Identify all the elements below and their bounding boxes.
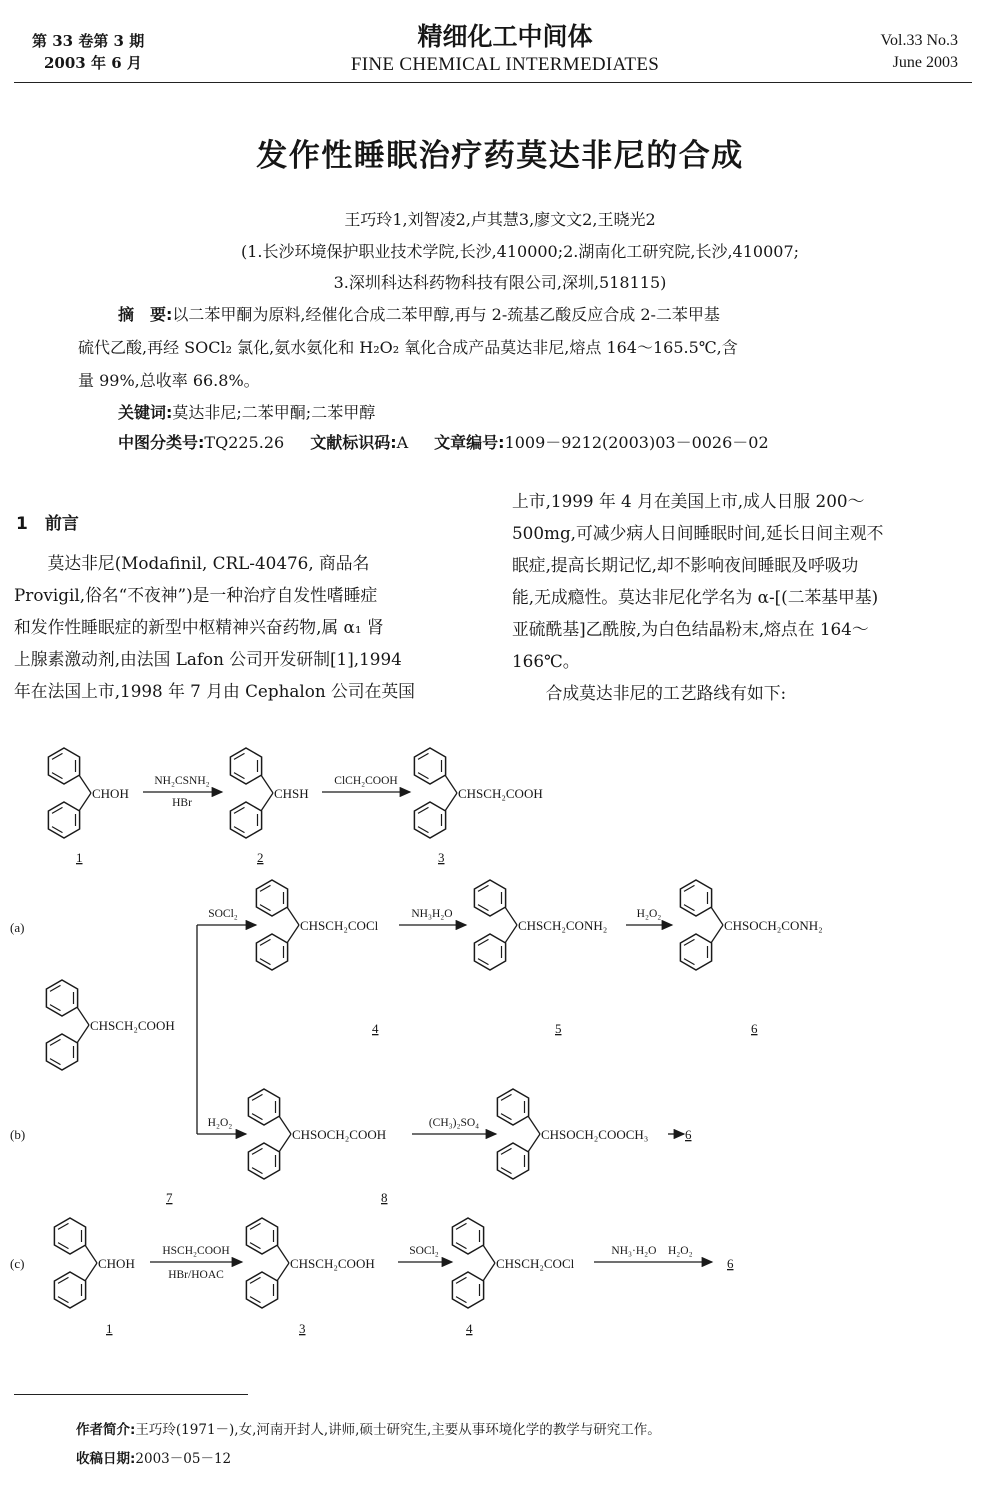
body-line: 莫达非尼(Modafinil, CRL-40476, 商品名 [14,553,370,573]
compound-number: 6 [727,1256,734,1271]
reagent-label: NH₃H₂O [411,908,453,920]
route-label-a: (a) [10,920,25,935]
footnote-rule [14,1394,248,1395]
group-label: CHSCH₂CONH₂ [518,918,608,933]
received-date-value: 2003－05－12 [135,1451,232,1467]
compound-number: 1 [106,1321,113,1336]
group-label: CHSOCH₂COOCH₃ [541,1127,649,1142]
left-column [14,547,470,707]
abstract-text: 以二苯甲酮为原料,经催化合成二苯甲醇,再与 2-巯基乙酸反应合成 2-二苯甲基 [172,305,720,324]
compound-number: 7 [166,1190,173,1205]
abstract-line [118,300,720,330]
reagent-label: SOCl₂ [409,1245,439,1257]
structure-methyl-ester [497,1089,648,1179]
body-line: 和发作性睡眠症的新型中枢精神兴奋药物,属 α₁ 肾 [14,617,384,637]
structure-4 [256,880,378,970]
volume-issue-line: 第 33 卷第 3 期 [32,32,145,50]
keywords [118,398,375,428]
abstract-line: 硫代乙酸,再经 SOCl₂ 氯化,氨水氨化和 H₂O₂ 氧化合成产品莫达非尼,熔点 164～165.5℃,含 [78,338,738,357]
journal-name-cn: 精细化工中间体 [417,22,593,51]
affiliation-line: (1.长沙环境保护职业技术学院,长沙,410000;2.湖南化工研究院,长沙,410007; [240,242,800,261]
affiliation-line: 3.深圳科达科药物科技有限公司,深圳,518115) [333,273,667,292]
route-label-b: (b) [10,1127,26,1142]
compound-number: 6 [685,1127,692,1142]
group-label: CHSCH₂COCl [300,918,379,933]
compound-number: 3 [438,850,445,865]
reagent-label: HSCH₂COOH [162,1245,230,1257]
body-line: 能,无成瘾性。莫达非尼化学名为 α-[(二苯基甲基) [512,587,879,607]
doc-code-value: A [396,433,409,452]
issue-date-line: 2003 年 6 月 [44,54,142,72]
structure-4c [452,1218,574,1308]
compound-number: 2 [257,850,264,865]
structure-1 [48,748,128,838]
author-note-text: 王巧玲(1971－),女,河南开封人,讲师,硕士研究生,主要从事环境化学的教学与研究工作。 [135,1422,661,1438]
reagent-label: H₂O₂ [207,1117,233,1129]
body-line: 年在法国上市,1998 年 7 月由 Cephalon 公司在英国 [14,681,415,701]
compound-number: 1 [76,850,83,865]
structure-5 [474,880,607,970]
body-line: 166℃。 [512,651,580,671]
group-label: CHSCH₂COOH [458,786,543,801]
group-label: CHSH [274,786,309,801]
article-number-label: 文章编号: [434,433,505,452]
reagent-label: SOCl₂ [208,908,238,920]
doc-code-label: 文献标识码: [310,433,397,452]
compound-number: 8 [381,1190,388,1205]
structure-8 [248,1089,386,1179]
reagent-label: H₂O₂ [636,908,662,920]
group-label: CHSCH₂COCl [496,1256,575,1271]
article-number-value: 1009－9212(2003)03－0026－02 [504,433,769,452]
volume-issue-en-line: Vol.33 No.3 [880,32,958,49]
author-note [76,1416,661,1444]
received-date [76,1445,231,1473]
group-label: CHSCH₂COOH [290,1256,375,1271]
body-line: 500mg,可减少病人日间睡眠时间,延长日间主观不 [512,523,884,543]
group-label: CHOH [98,1256,135,1271]
body-line: 上市,1999 年 4 月在美国上市,成人日服 200～ [512,491,865,511]
issue-date-en-line: June 2003 [892,54,958,71]
compound-number: 6 [751,1021,758,1036]
group-label: CHSOCH₂COOH [292,1127,387,1142]
structure-3 [414,748,542,838]
compound-number: 4 [466,1321,473,1336]
body-line: 眠症,提高长期记忆,却不影响夜间睡眠及呼吸功 [512,555,859,575]
abstract-line: 量 99%,总收率 66.8%。 [78,371,260,390]
body-line: Provigil,俗名“不夜神”)是一种治疗自发性嗜睡症 [14,585,378,605]
reagent-label: ClCH₂COOH [334,775,398,787]
compound-number: 3 [299,1321,306,1336]
journal-name [250,22,760,78]
group-label: CHOH [92,786,129,801]
clc-label: 中图分类号: [118,433,205,452]
journal-name-en: FINE CHEMICAL INTERMEDIATES [350,54,660,75]
keywords-text: 莫达非尼;二苯甲酮;二苯甲醇 [172,403,376,422]
body-line: 合成莫达非尼的工艺路线有如下: [512,683,787,703]
section-heading: 1 前言 [16,514,79,534]
author-list: 王巧玲1,刘智凌2,卢其慧3,廖文文2,王晓光2 [344,210,656,229]
reagent-label: NH₂CSNH₂ [154,775,210,787]
keywords-label: 关键词: [118,403,173,422]
group-label: CHSCH₂COOH [90,1018,175,1033]
compound-number: 5 [555,1021,562,1036]
body-line: 上腺素激动剂,由法国 Lafon 公司开发研制[1],1994 [14,649,402,669]
reagent-label: HBr [172,797,192,809]
author-note-label: 作者简介: [76,1422,136,1438]
classification [118,428,769,458]
compound-number: 4 [372,1021,379,1036]
right-column [512,485,982,709]
structure-3c [246,1218,374,1308]
group-label: CHSOCH₂CONH₂ [724,918,823,933]
volume-issue [32,30,144,74]
reagent-label: (CH₃)₂SO₄ [428,1117,480,1129]
structure-start [46,980,174,1070]
paper-title: 发作性睡眠治疗药莫达非尼的合成 [256,138,744,174]
abstract-label: 摘 要: [118,305,173,324]
reagent-label: HBr/HOAC [168,1269,224,1281]
received-date-label: 收稿日期: [76,1451,136,1467]
structure-6 [680,880,822,970]
route-label-c: (c) [10,1256,25,1271]
reagent-label: NH₃·H₂O H₂O₂ [611,1245,693,1257]
volume-issue-en [881,30,959,74]
structure-1c [54,1218,134,1308]
structure-2 [230,748,308,838]
clc-value: TQ225.26 [204,433,285,452]
body-line: 亚硫酰基]乙酰胺,为白色结晶粉末,熔点在 164～ [512,619,869,639]
header-rule [14,82,972,83]
